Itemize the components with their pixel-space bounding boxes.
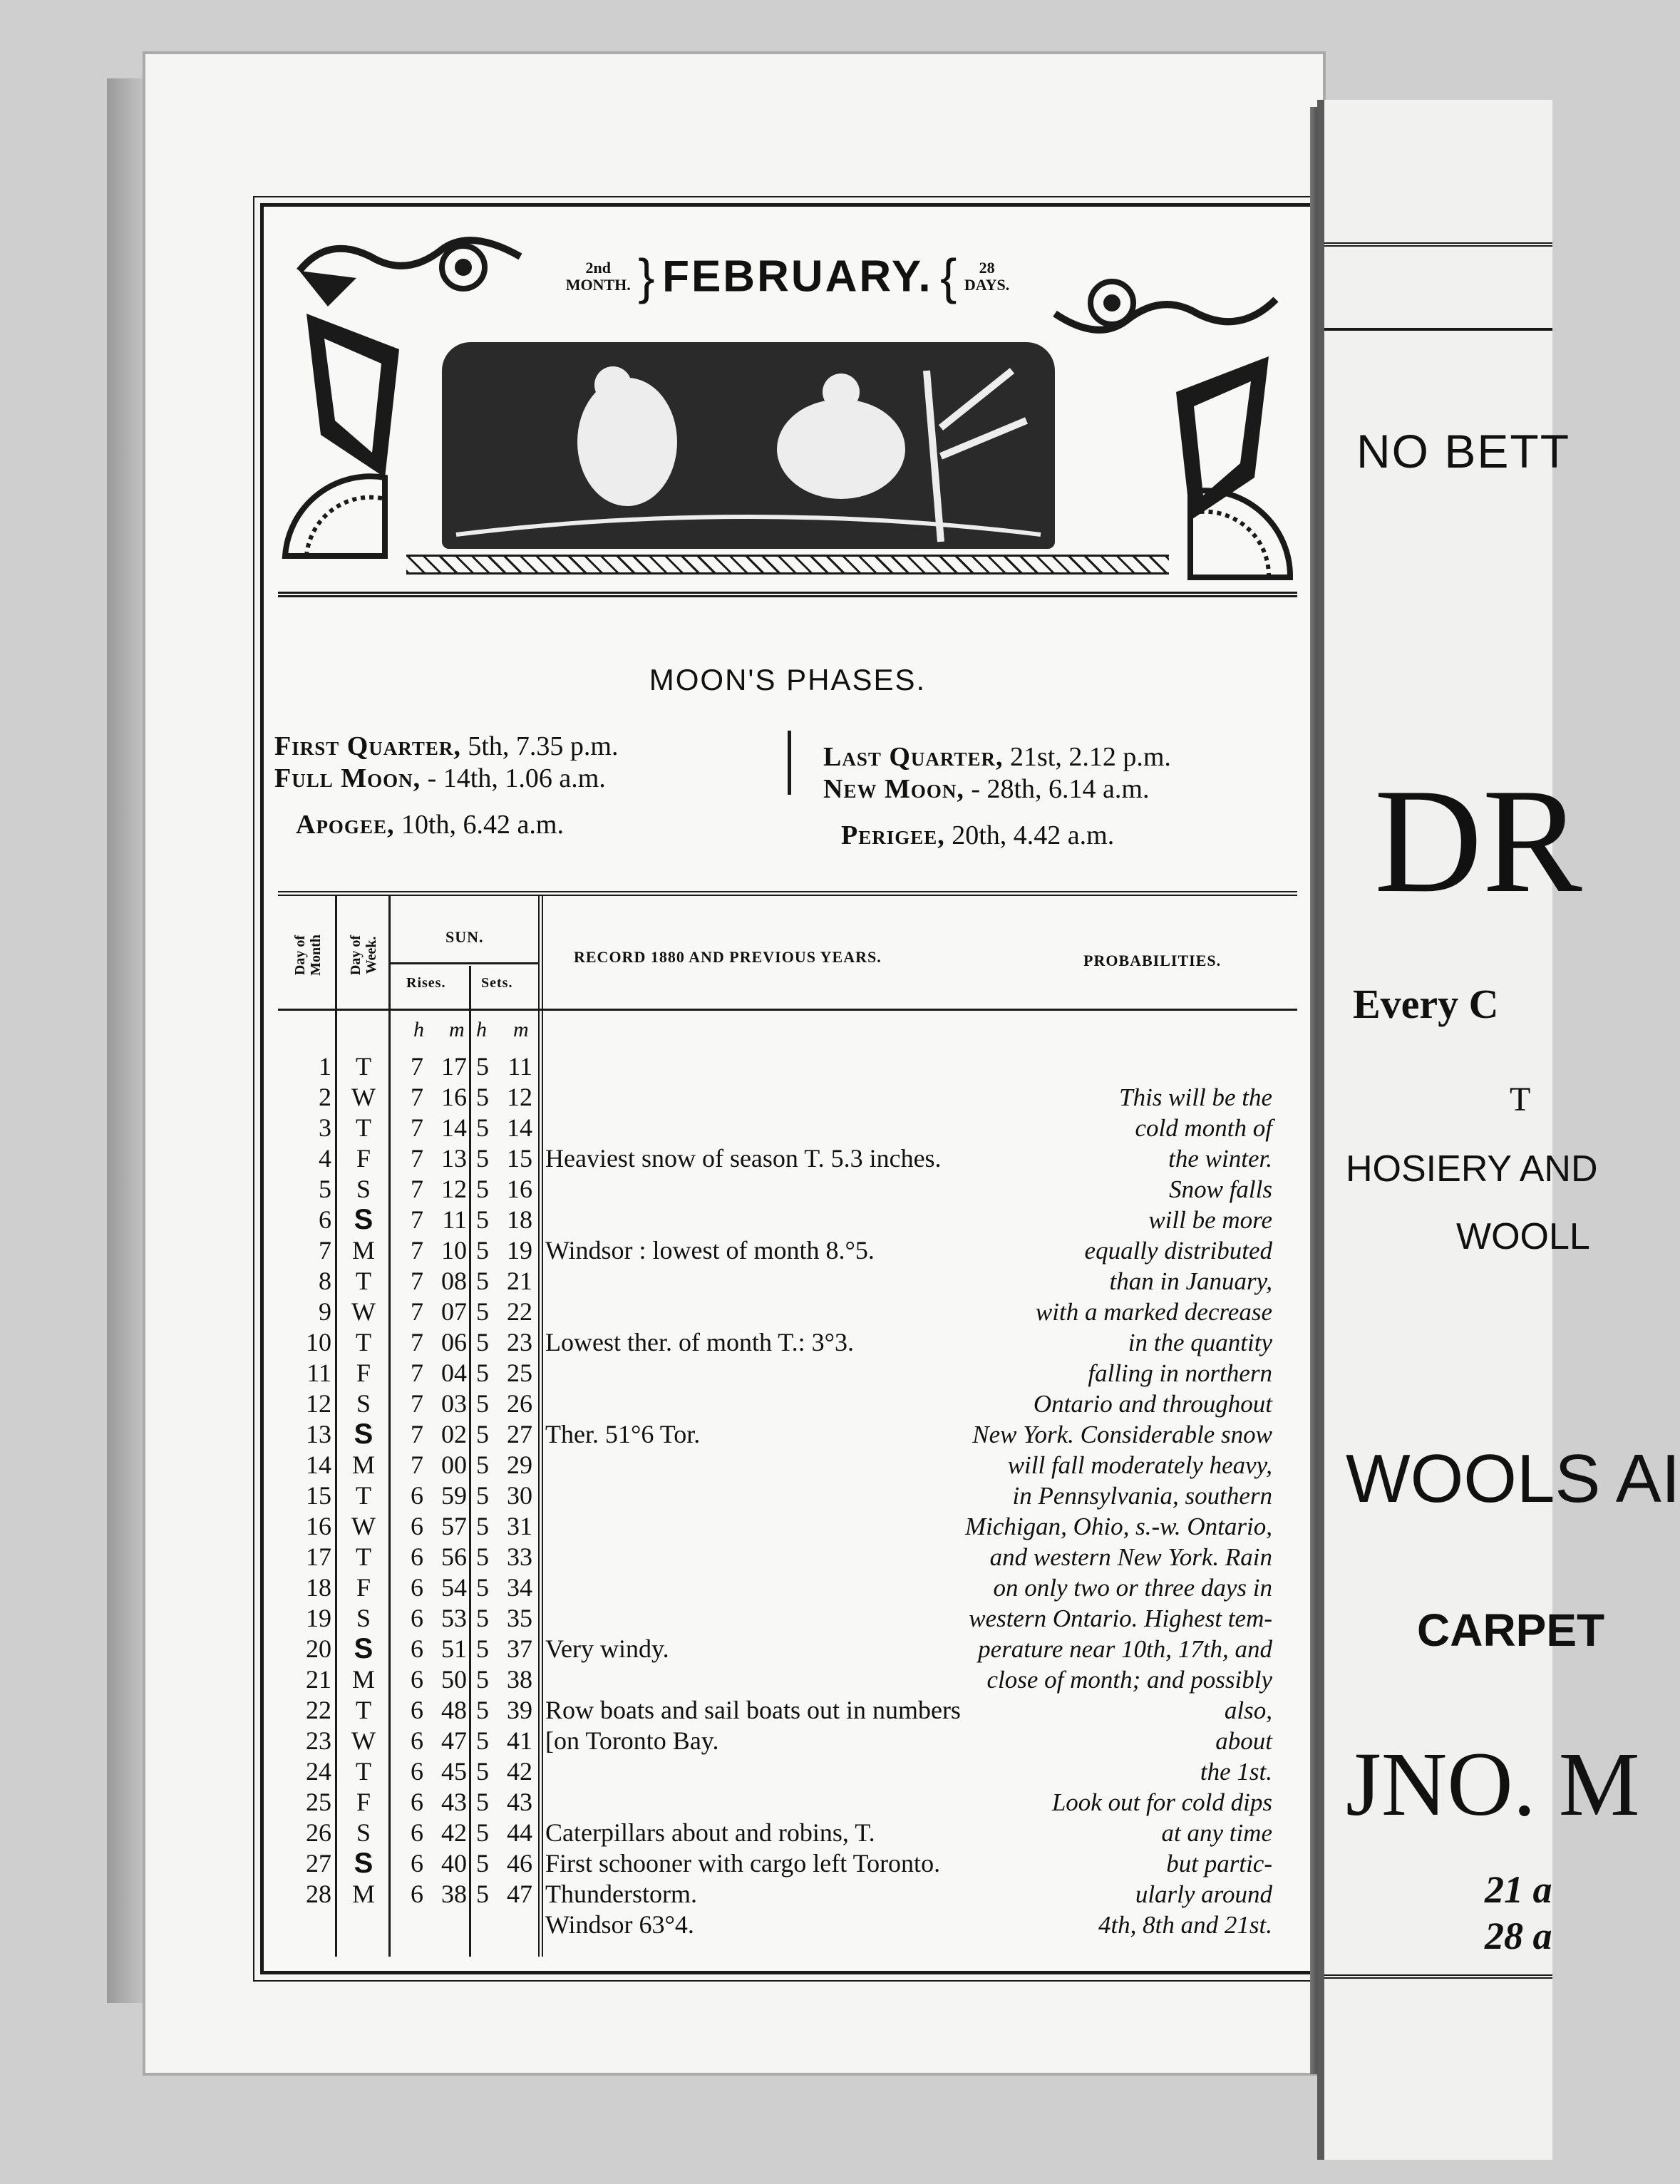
sunrise-hour-cell: 6	[411, 1634, 423, 1663]
sunset-minute-cell: 14	[507, 1113, 532, 1142]
record-cell: First schooner with cargo left Toronto.	[545, 1849, 941, 1877]
day-of-month-cell: 9	[319, 1297, 331, 1326]
day-of-week-cell: F	[356, 1573, 371, 1602]
sunset-hour-cell: 5	[476, 1573, 489, 1602]
sunrise-hour-cell: 7	[411, 1205, 423, 1234]
sunrise-minute-cell: 14	[441, 1113, 467, 1142]
table-row	[264, 1450, 1311, 1480]
sunset-hour-cell: 5	[476, 1634, 489, 1663]
day-of-month-cell: 23	[306, 1726, 331, 1755]
sunset-minute-cell: 37	[507, 1634, 532, 1663]
sunrise-minute-cell: 03	[441, 1389, 467, 1418]
sunrise-hour-cell: 6	[411, 1757, 423, 1786]
probabilities-cell: western Ontario. Highest tem-	[969, 1604, 1272, 1632]
sunset-hour-cell: 5	[476, 1083, 489, 1111]
day-of-month-cell: 19	[306, 1604, 331, 1632]
record-cell: Row boats and sail boats out in numbers	[545, 1696, 961, 1724]
day-of-week-cell: F	[356, 1144, 371, 1173]
day-of-month-cell: 25	[306, 1788, 331, 1816]
sunrise-minute-cell: 42	[441, 1818, 467, 1847]
sunset-hour-cell: 5	[476, 1052, 489, 1081]
table-row	[264, 1174, 1311, 1205]
sunset-hour-cell: 5	[476, 1420, 489, 1448]
right-text-every: Every C	[1353, 981, 1499, 1027]
rises-header: Rises.	[406, 975, 446, 991]
sunset-hour-cell: 5	[476, 1451, 489, 1479]
sunset-minute-cell: 41	[507, 1726, 532, 1755]
table-row	[264, 1051, 1311, 1082]
day-of-month-cell: 3	[319, 1113, 331, 1142]
sunrise-hour-cell: 6	[411, 1696, 423, 1724]
sunrise-minute-cell: 10	[441, 1236, 467, 1264]
perigee: Perigee, 20th, 4.42 a.m.	[841, 820, 1115, 850]
probabilities-cell: in the quantity	[1128, 1329, 1272, 1356]
day-of-month-cell: 4	[319, 1144, 331, 1173]
day-of-week-cell: T	[356, 1542, 371, 1571]
sunset-hour-cell: 5	[476, 1144, 489, 1173]
day-of-month-cell: 24	[306, 1757, 331, 1786]
table-row	[264, 1910, 1311, 1940]
sunrise-minute-cell: 48	[441, 1696, 467, 1724]
day-of-week-cell: S	[354, 1418, 373, 1450]
day-of-week-cell: W	[351, 1297, 376, 1326]
day-of-week-cell: M	[351, 1880, 375, 1908]
winter-scene-engraving	[442, 342, 1055, 549]
day-of-week-cell: W	[351, 1083, 376, 1111]
sunrise-hour-cell: 7	[411, 1420, 423, 1448]
record-cell: Lowest ther. of month T.: 3°3.	[545, 1328, 855, 1356]
probabilities-cell: Michigan, Ohio, s.-w. Ontario,	[964, 1513, 1272, 1540]
table-row	[264, 1419, 1311, 1450]
table-row	[264, 1358, 1311, 1389]
sunrise-minute-cell: 13	[441, 1144, 467, 1173]
sunrise-minute-cell: 11	[442, 1205, 467, 1234]
day-of-week-cell: F	[356, 1788, 371, 1816]
day-of-month-cell: 11	[306, 1359, 331, 1387]
left-page	[143, 51, 1326, 2076]
sunset-minute-cell: 44	[507, 1818, 532, 1847]
sunset-minute-cell: 39	[507, 1696, 532, 1724]
record-cell: Caterpillars about and robins, T.	[545, 1818, 875, 1847]
table-row	[264, 1848, 1311, 1879]
sunset-minute-cell: 38	[507, 1665, 532, 1694]
last-quarter: Last Quarter, 21st, 2.12 p.m.	[823, 742, 1171, 772]
table-row	[264, 1879, 1311, 1910]
probabilities-cell: the winter.	[1168, 1145, 1272, 1173]
day-of-month-cell: 28	[306, 1880, 331, 1908]
table-row	[264, 1480, 1311, 1511]
sunset-minute-cell: 22	[507, 1297, 532, 1326]
right-bottom-rule	[1324, 1974, 1552, 1979]
probabilities-cell: with a marked decrease	[1035, 1298, 1272, 1326]
day-of-week-cell: W	[351, 1726, 376, 1755]
table-row	[264, 1389, 1311, 1419]
full-moon: Full Moon, - 14th, 1.06 a.m.	[274, 763, 606, 793]
sunrise-minute-cell: 04	[441, 1359, 467, 1387]
sunrise-minute-cell: 38	[441, 1880, 467, 1908]
sunset-hour-cell: 5	[476, 1726, 489, 1755]
day-of-month-cell: 2	[319, 1083, 331, 1111]
probabilities-cell: falling in northern	[1088, 1359, 1272, 1387]
sunrise-minute-cell: 43	[441, 1788, 467, 1816]
day-of-week-cell: S	[356, 1604, 371, 1632]
sunrise-hour-cell: 6	[411, 1849, 423, 1877]
table-row	[264, 1787, 1311, 1818]
probabilities-cell: Look out for cold dips	[1051, 1788, 1272, 1816]
right-top-rule	[1324, 242, 1552, 247]
sunrise-minute-cell: 08	[441, 1267, 467, 1295]
units-rise-h: h	[413, 1018, 425, 1041]
probabilities-cell: will fall moderately heavy,	[1007, 1451, 1272, 1479]
apogee: Apogee, 10th, 6.42 a.m.	[296, 810, 564, 840]
day-of-month-cell: 17	[306, 1542, 331, 1571]
right-page	[1317, 100, 1680, 2160]
header-bottom-rule	[278, 1009, 1297, 1011]
sunrise-hour-cell: 6	[411, 1818, 423, 1847]
table-row	[264, 1664, 1311, 1695]
day-of-week-cell: S	[354, 1633, 373, 1664]
day-of-month-cell: 12	[306, 1389, 331, 1418]
sunrise-hour-cell: 6	[411, 1573, 423, 1602]
probabilities-cell: in Pennsylvania, southern	[1012, 1482, 1272, 1510]
sunrise-hour-cell: 7	[411, 1236, 423, 1264]
day-of-week-cell: S	[354, 1204, 373, 1235]
sunrise-hour-cell: 7	[411, 1052, 423, 1081]
phases-divider	[788, 731, 791, 795]
new-moon: New Moon, - 28th, 6.14 a.m.	[823, 774, 1150, 804]
sunset-minute-cell: 16	[507, 1175, 532, 1203]
table-row	[264, 1542, 1311, 1572]
sunrise-hour-cell: 7	[411, 1083, 423, 1111]
probabilities-cell: Snow falls	[1169, 1175, 1272, 1203]
sunrise-minute-cell: 00	[441, 1451, 467, 1479]
day-of-week-cell: S	[356, 1175, 371, 1203]
probabilities-cell: 4th, 8th and 21st.	[1098, 1911, 1272, 1939]
sunset-hour-cell: 5	[476, 1389, 489, 1418]
day-of-month-cell: 5	[319, 1175, 331, 1203]
right-text-t: T	[1510, 1081, 1531, 1118]
probabilities-cell: cold month of	[1135, 1114, 1272, 1142]
sunrise-minute-cell: 54	[441, 1573, 467, 1602]
right-text-28: 28 a	[1485, 1915, 1552, 1957]
days-count: 28 DAYS.	[964, 259, 1010, 294]
right-text-wooll: WOOLL	[1456, 1216, 1590, 1257]
table-row	[264, 1634, 1311, 1664]
table-row	[264, 1143, 1311, 1174]
day-of-month-cell: 13	[306, 1420, 331, 1448]
day-of-week-cell: T	[356, 1757, 371, 1786]
sunset-hour-cell: 5	[476, 1481, 489, 1510]
sunset-minute-cell: 33	[507, 1542, 532, 1571]
record-header: RECORD 1880 AND PREVIOUS YEARS.	[574, 948, 882, 966]
day-of-month-cell: 27	[306, 1849, 331, 1877]
shell-ornament-right	[1183, 470, 1297, 584]
probabilities-cell: on only two or three days in	[993, 1574, 1272, 1602]
sunset-hour-cell: 5	[476, 1542, 489, 1571]
sunrise-hour-cell: 6	[411, 1726, 423, 1755]
record-cell: [on Toronto Bay.	[545, 1726, 719, 1755]
first-quarter: First Quarter, 5th, 7.35 p.m.	[274, 731, 619, 761]
sunset-hour-cell: 5	[476, 1512, 489, 1540]
day-of-month-cell: 20	[306, 1634, 331, 1663]
sunset-hour-cell: 5	[476, 1849, 489, 1877]
day-of-week-header: Day of Week.	[348, 934, 379, 976]
sunrise-minute-cell: 59	[441, 1481, 467, 1510]
month-number: 2nd MONTH.	[565, 259, 631, 294]
open-brace: }	[638, 249, 655, 304]
sunrise-minute-cell: 51	[441, 1634, 467, 1663]
day-of-month-cell: 26	[306, 1818, 331, 1847]
sunset-minute-cell: 31	[507, 1512, 532, 1540]
probabilities-cell: at any time	[1161, 1819, 1272, 1847]
record-cell: Very windy.	[545, 1634, 669, 1663]
day-of-month-header: Day of Month	[292, 934, 324, 976]
table-row	[264, 1297, 1311, 1327]
sunrise-hour-cell: 7	[411, 1451, 423, 1479]
day-of-month-cell: 15	[306, 1481, 331, 1510]
day-of-week-cell: F	[356, 1359, 371, 1387]
sunrise-minute-cell: 53	[441, 1604, 467, 1632]
day-of-month-cell: 21	[306, 1665, 331, 1694]
day-of-month-cell: 6	[319, 1205, 331, 1234]
table-row	[264, 1756, 1311, 1787]
probabilities-cell: will be more	[1148, 1206, 1272, 1234]
right-text-21: 21 a	[1485, 1868, 1552, 1911]
day-of-week-cell: S	[356, 1389, 371, 1418]
sunrise-hour-cell: 6	[411, 1542, 423, 1571]
record-cell: Ther. 51°6 Tor.	[545, 1420, 701, 1448]
table-row	[264, 1205, 1311, 1235]
sunrise-minute-cell: 45	[441, 1757, 467, 1786]
probabilities-cell: also,	[1224, 1696, 1272, 1724]
right-text-carpet: CARPET	[1417, 1604, 1605, 1656]
right-text-hosiery: HOSIERY AND	[1346, 1148, 1598, 1190]
table-row	[264, 1572, 1311, 1603]
sunset-minute-cell: 47	[507, 1880, 532, 1908]
sunset-hour-cell: 5	[476, 1297, 489, 1326]
sunrise-minute-cell: 06	[441, 1328, 467, 1356]
right-text-wools: WOOLS AI	[1346, 1441, 1680, 1517]
sunset-hour-cell: 5	[476, 1113, 489, 1142]
sunset-minute-cell: 12	[507, 1083, 532, 1111]
table-row	[264, 1235, 1311, 1266]
day-of-week-cell: M	[351, 1451, 375, 1479]
probabilities-cell: New York. Considerable snow	[972, 1421, 1272, 1448]
sunset-minute-cell: 43	[507, 1788, 532, 1816]
sunset-hour-cell: 5	[476, 1818, 489, 1847]
table-row	[264, 1266, 1311, 1297]
header-band	[278, 221, 1297, 597]
sunrise-hour-cell: 7	[411, 1144, 423, 1173]
probabilities-cell: perature near 10th, 17th, and	[978, 1635, 1272, 1663]
units-set-m: m	[513, 1018, 530, 1041]
sunset-hour-cell: 5	[476, 1788, 489, 1816]
sets-header: Sets.	[481, 975, 513, 991]
probabilities-header: PROBABILITIES.	[1083, 952, 1222, 969]
sunset-hour-cell: 5	[476, 1696, 489, 1724]
right-text-no-better: NO BETT	[1356, 425, 1571, 478]
sunset-minute-cell: 19	[507, 1236, 532, 1264]
probabilities-cell: but partic-	[1166, 1850, 1272, 1877]
day-of-week-cell: T	[356, 1052, 371, 1081]
moon-phases-title: MOON'S PHASES.	[649, 663, 927, 696]
record-cell: Windsor : lowest of month 8.°5.	[545, 1236, 875, 1264]
day-of-week-cell: M	[351, 1665, 375, 1694]
sunrise-hour-cell: 7	[411, 1389, 423, 1418]
sunset-minute-cell: 42	[507, 1757, 532, 1786]
sunrise-hour-cell: 6	[411, 1481, 423, 1510]
sunrise-hour-cell: 7	[411, 1328, 423, 1356]
right-rule-2	[1324, 328, 1552, 331]
sunrise-minute-cell: 07	[441, 1297, 467, 1326]
sunset-minute-cell: 35	[507, 1604, 532, 1632]
record-cell: Thunderstorm.	[545, 1880, 697, 1908]
table-row	[264, 1082, 1311, 1113]
sunrise-minute-cell: 17	[441, 1052, 467, 1081]
sunrise-minute-cell: 12	[441, 1175, 467, 1203]
day-of-week-cell: T	[356, 1267, 371, 1295]
sunset-minute-cell: 11	[507, 1052, 532, 1081]
shell-ornament-left	[278, 463, 392, 563]
sunset-hour-cell: 5	[476, 1175, 489, 1203]
table-row	[264, 1695, 1311, 1726]
sunrise-minute-cell: 40	[441, 1849, 467, 1877]
sunset-minute-cell: 46	[507, 1849, 532, 1877]
day-of-month-cell: 14	[306, 1451, 331, 1479]
sunrise-hour-cell: 6	[411, 1880, 423, 1908]
probabilities-cell: and western New York. Rain	[989, 1543, 1272, 1571]
record-cell: Windsor 63°4.	[545, 1910, 694, 1939]
scroll-ornament-right	[1005, 264, 1290, 342]
day-of-month-cell: 7	[319, 1236, 331, 1264]
sunrise-hour-cell: 6	[411, 1788, 423, 1816]
day-of-month-cell: 1	[319, 1052, 331, 1081]
day-of-week-cell: T	[356, 1113, 371, 1142]
day-of-month-cell: 10	[306, 1328, 331, 1356]
probabilities-cell: the 1st.	[1200, 1758, 1272, 1786]
sunset-hour-cell: 5	[476, 1328, 489, 1356]
sunrise-hour-cell: 7	[411, 1113, 423, 1142]
table-row	[264, 1113, 1311, 1143]
sunset-minute-cell: 15	[507, 1144, 532, 1173]
sunrise-hour-cell: 7	[411, 1175, 423, 1203]
record-cell: Heaviest snow of season T. 5.3 inches.	[545, 1144, 942, 1173]
zigzag-border	[406, 555, 1169, 575]
right-text-jno: JNO. M	[1346, 1734, 1640, 1835]
sunset-hour-cell: 5	[476, 1757, 489, 1786]
sunset-hour-cell: 5	[476, 1604, 489, 1632]
table-row	[264, 1511, 1311, 1542]
sunset-minute-cell: 34	[507, 1573, 532, 1602]
close-brace: {	[940, 249, 957, 304]
probabilities-cell: This will be the	[1119, 1083, 1272, 1111]
right-text-dr: DR	[1374, 758, 1582, 924]
sunrise-hour-cell: 6	[411, 1665, 423, 1694]
sunrise-minute-cell: 47	[441, 1726, 467, 1755]
sunset-hour-cell: 5	[476, 1236, 489, 1264]
sunset-hour-cell: 5	[476, 1880, 489, 1908]
probabilities-cell: equally distributed	[1084, 1237, 1272, 1264]
probabilities-cell: close of month; and possibly	[986, 1666, 1272, 1694]
table-row	[264, 1327, 1311, 1358]
sunrise-hour-cell: 7	[411, 1297, 423, 1326]
day-of-month-cell: 22	[306, 1696, 331, 1724]
month-name: FEBRUARY.	[662, 252, 933, 302]
day-of-week-cell: S	[354, 1848, 373, 1879]
sunrise-minute-cell: 16	[441, 1083, 467, 1111]
calendar-frame	[260, 203, 1315, 1974]
table-row	[264, 1603, 1311, 1634]
sunrise-hour-cell: 6	[411, 1604, 423, 1632]
sunset-minute-cell: 25	[507, 1359, 532, 1387]
day-of-week-cell: T	[356, 1328, 371, 1356]
units-rise-m: m	[449, 1018, 465, 1041]
units-set-h: h	[476, 1018, 488, 1041]
sun-header: SUN.	[445, 928, 484, 946]
table-row	[264, 1726, 1311, 1756]
probabilities-cell: Ontario and throughout	[1033, 1390, 1272, 1418]
sunset-minute-cell: 23	[507, 1328, 532, 1356]
sunrise-hour-cell: 6	[411, 1512, 423, 1540]
sunset-hour-cell: 5	[476, 1665, 489, 1694]
sunrise-hour-cell: 7	[411, 1267, 423, 1295]
day-of-month-cell: 8	[319, 1267, 331, 1295]
sunrise-hour-cell: 7	[411, 1359, 423, 1387]
engraving-detail	[442, 342, 1055, 549]
sunset-minute-cell: 27	[507, 1420, 532, 1448]
sun-subhead-rule	[391, 962, 538, 964]
sunrise-minute-cell: 50	[441, 1665, 467, 1694]
sunrise-minute-cell: 02	[441, 1420, 467, 1448]
sunset-minute-cell: 30	[507, 1481, 532, 1510]
sunset-minute-cell: 29	[507, 1451, 532, 1479]
probabilities-cell: than in January,	[1109, 1267, 1272, 1295]
sunrise-minute-cell: 57	[441, 1512, 467, 1540]
day-of-month-cell: 18	[306, 1573, 331, 1602]
day-of-week-cell: T	[356, 1481, 371, 1510]
sunset-hour-cell: 5	[476, 1267, 489, 1295]
day-of-week-cell: T	[356, 1696, 371, 1724]
sunset-hour-cell: 5	[476, 1205, 489, 1234]
probabilities-cell: about	[1215, 1727, 1272, 1755]
day-of-week-cell: M	[351, 1236, 375, 1264]
day-of-week-cell: W	[351, 1512, 376, 1540]
table-row	[264, 1818, 1311, 1848]
sunset-minute-cell: 21	[507, 1267, 532, 1295]
probabilities-cell: ularly around	[1135, 1880, 1272, 1908]
sunset-minute-cell: 26	[507, 1389, 532, 1418]
sunset-minute-cell: 18	[507, 1205, 532, 1234]
day-of-week-cell: S	[356, 1818, 371, 1847]
sunset-hour-cell: 5	[476, 1359, 489, 1387]
sunrise-minute-cell: 56	[441, 1542, 467, 1571]
table-top-rule	[278, 891, 1297, 896]
day-of-month-cell: 16	[306, 1512, 331, 1540]
